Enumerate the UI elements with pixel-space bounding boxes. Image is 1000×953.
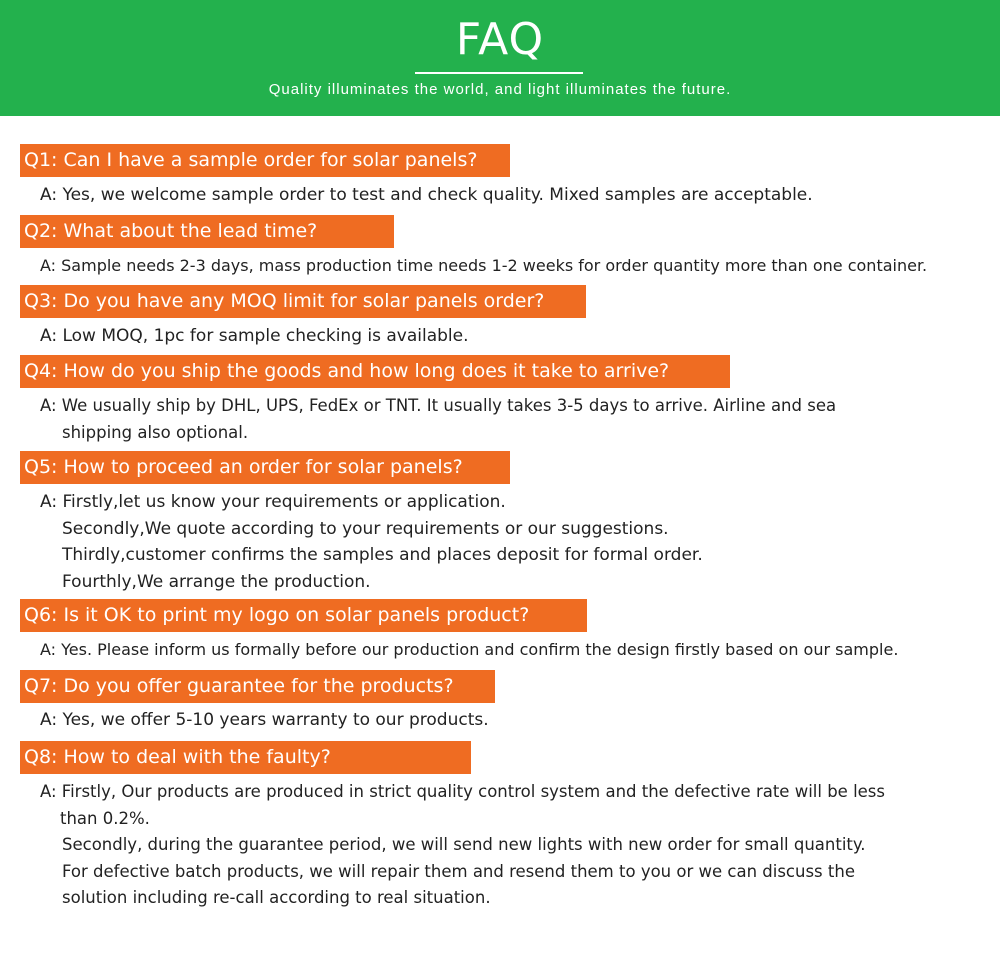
faq-answer-6 (40, 637, 898, 664)
faq-answer-7 (40, 707, 489, 734)
faq-answer-line: A: Firstly, Our products are produced in strict quality control system and the defective rate will be less (40, 782, 885, 801)
faq-answer-3 (40, 323, 469, 350)
page-subtitle: Quality illuminates the world, and light illuminates the future. (268, 81, 732, 98)
title-underline (415, 72, 583, 74)
header-banner (0, 0, 1000, 116)
faq-question-1: Q1: Can I have a sample order for solar panels? (20, 144, 510, 177)
faq-answer-line: A: Sample needs 2-3 days, mass production time needs 1-2 weeks for order quantity more than one container. (40, 256, 928, 275)
faq-answer-line: For defective batch products, we will repair them and resend them to you or we can discuss the (62, 861, 855, 881)
faq-answer-line: Fourthly,We arrange the production. (62, 571, 371, 592)
faq-question-2: Q2: What about the lead time? (20, 215, 394, 248)
faq-answer-4 (40, 393, 836, 446)
faq-question-6: Q6: Is it OK to print my logo on solar panels product? (20, 599, 587, 632)
faq-question-4: Q4: How do you ship the goods and how long does it take to arrive? (20, 355, 730, 388)
faq-question-3: Q3: Do you have any MOQ limit for solar panels order? (20, 285, 586, 318)
faq-question-7: Q7: Do you offer guarantee for the products? (20, 670, 495, 703)
faq-answer-line: shipping also optional. (62, 422, 249, 442)
page-title: FAQ (455, 14, 545, 65)
faq-answer-line: than 0.2%. (60, 808, 150, 828)
faq-answer-2 (40, 253, 927, 280)
faq-answer-line: A: Yes. Please inform us formally before our production and confirm the design firstly based on our sample. (40, 640, 899, 659)
faq-question-8: Q8: How to deal with the faulty? (20, 741, 471, 774)
faq-answer-line: A: Yes, we offer 5-10 years warranty to our products. (40, 710, 489, 730)
faq-answer-line: A: Firstly,let us know your requirements or application. (40, 492, 506, 512)
faq-answer-line: Secondly, during the guarantee period, we will send new lights with new order for small quantity. (62, 835, 866, 854)
faq-answer-line: A: Low MOQ, 1pc for sample checking is available. (40, 326, 469, 346)
faq-answer-line: Thirdly,customer confirms the samples and places deposit for formal order. (62, 545, 703, 565)
faq-answer-line: solution including re-call according to real situation. (62, 888, 491, 907)
faq-answer-line: A: Yes, we welcome sample order to test and check quality. Mixed samples are acceptable. (40, 185, 813, 205)
faq-answer-1 (40, 182, 813, 209)
faq-question-5: Q5: How to proceed an order for solar panels? (20, 451, 510, 484)
faq-answer-line: A: We usually ship by DHL, UPS, FedEx or TNT. It usually takes 3-5 days to arrive. Airline and sea (40, 396, 837, 415)
faq-answer-8 (40, 779, 885, 912)
faq-answer-5 (40, 489, 703, 595)
faq-answer-line: Secondly,We quote according to your requirements or our suggestions. (62, 518, 669, 539)
